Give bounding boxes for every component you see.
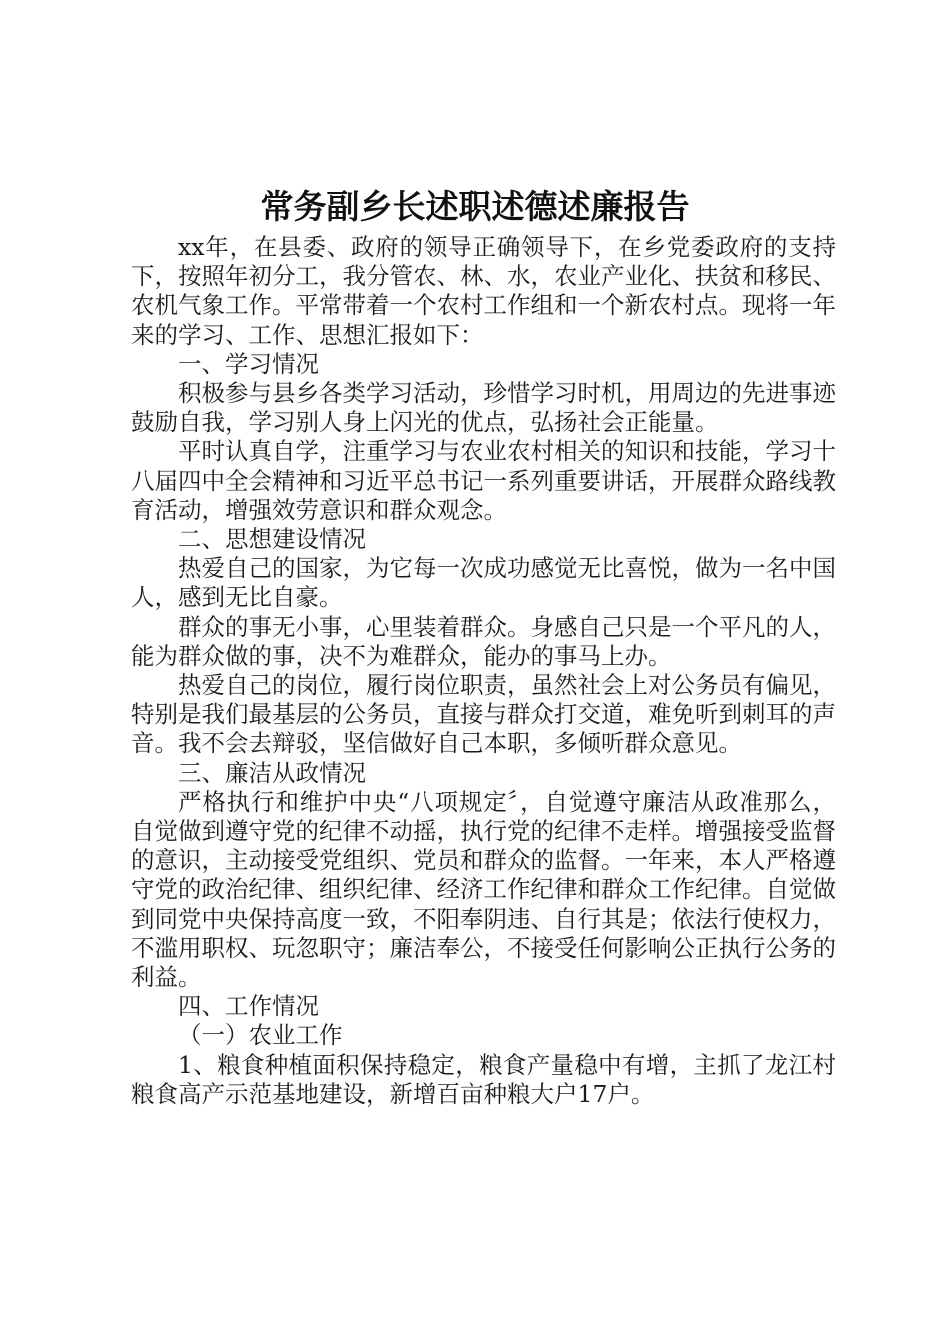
- paragraph: 1、粮食种植面积保持稳定，粮食产量稳中有增，主抓了龙江村粮食高产示范基地建设，新增百亩种粮大户17户。: [131, 1050, 836, 1108]
- paragraph: 热爱自己的国家，为它每一次成功感觉无比喜悦，做为一名中国人，感到无比自豪。: [131, 554, 836, 612]
- section-heading: 二、思想建设情况: [178, 525, 366, 554]
- section-heading: 三、廉洁从政情况: [178, 758, 366, 787]
- paragraph: 平时认真自学，注重学习与农业农村相关的知识和技能，学习十八届四中全会精神和习近平总书记一系列重要讲话，开展群众路线教育活动，增强效劳意识和群众观念。: [131, 437, 836, 524]
- paragraph: 严格执行和维护中央“八项规定〞，自觉遵守廉洁从政准那么，自觉做到遵守党的纪律不动摇，执行党的纪律不走样。增强接受监督的意识，主动接受党组织、党员和群众的监督。一年来，本人严格遵守党的政治纪律、组织纪律、经济工作纪律和群众工作纪律。自觉做到同党中央保持高度一致，不阳奉阴违、自行其是；依法行使权力，不滥用职权、玩忽职守；廉洁奉公，不接受任何影响公正执行公务的利益。: [131, 787, 836, 992]
- document-body: [131, 233, 836, 1109]
- document-title: 常务副乡长述职述德述廉报告: [260, 187, 690, 226]
- section-heading: 一、学习情况: [178, 349, 319, 378]
- paragraph: 积极参与县乡各类学习活动，珍惜学习时机，用周边的先进事迹鼓励自我，学习别人身上闪光的优点，弘扬社会正能量。: [131, 379, 836, 437]
- section-heading: 四、工作情况: [178, 992, 319, 1021]
- paragraph: xx年，在县委、政府的领导正确领导下，在乡党委政府的支持下，按照年初分工，我分管农、林、水，农业产业化、扶贫和移民、农机气象工作。平常带着一个农村工作组和一个新农村点。现将一年来的学习、工作、思想汇报如下：: [131, 233, 836, 349]
- paragraph: 热爱自己的岗位，履行岗位职责，虽然社会上对公务员有偏见，特别是我们最基层的公务员，直接与群众打交道，难免听到刺耳的声音。我不会去辩驳，坚信做好自己本职，多倾听群众意见。: [131, 671, 836, 758]
- subsection-heading: （一）农业工作: [178, 1021, 343, 1050]
- paragraph: 群众的事无小事，心里装着群众。身感自己只是一个平凡的人，能为群众做的事，决不为难群众，能办的事马上办。: [131, 612, 836, 670]
